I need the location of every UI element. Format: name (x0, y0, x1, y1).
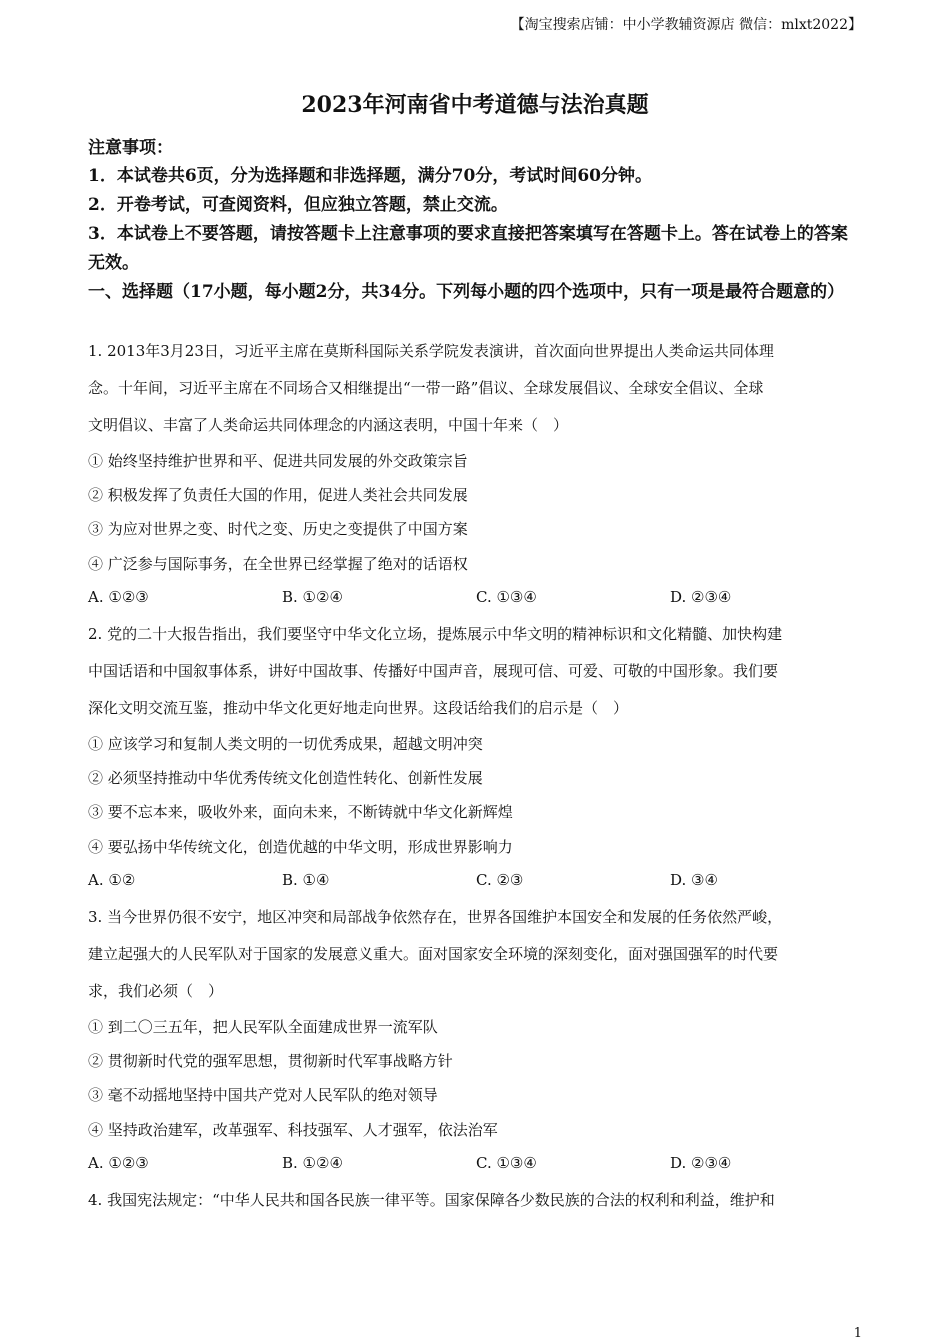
option-d[interactable]: D. ②③④ (670, 588, 732, 606)
option-c[interactable]: C. ①③④ (476, 588, 537, 606)
option-a[interactable]: A. ①② (88, 871, 136, 889)
question-1-line-2: 念。十年间，习近平主席在不同场合又相继提出“一带一路”倡议、全球发展倡议、全球安全倡议、全球 (88, 379, 764, 397)
question-3-statement-4: ④ 坚持政治建军，改革强军、科技强军、人才强军，依法治军 (88, 1121, 498, 1139)
question-3-statement-3: ③ 毫不动摇地坚持中国共产党对人民军队的绝对领导 (88, 1086, 438, 1104)
question-3-line-2: 建立起强大的人民军队对于国家的发展意义重大。面对国家安全环境的深刻变化，面对强国强军的时代要 (88, 945, 779, 963)
question-1-statement-2: ② 积极发挥了负责任大国的作用，促进人类社会共同发展 (88, 486, 468, 504)
question-2-line-2: 中国话语和中国叙事体系，讲好中国故事、传播好中国声音，展现可信、可爱、可敬的中国形象。我们要 (88, 662, 779, 680)
question-3-line-3: 求，我们必须（ ） (88, 982, 224, 1000)
question-1-line-3: 文明倡议、丰富了人类命运共同体理念的内涵这表明，中国十年来（ ） (88, 416, 569, 434)
section-heading: 一、选择题（17小题，每小题2分，共34分。下列每小题的四个选项中，只有一项是最符合题意的） (88, 282, 845, 302)
page-number: 1 (853, 1326, 862, 1341)
question-1-statement-1: ① 始终坚持维护世界和平、促进共同发展的外交政策宗旨 (88, 452, 468, 470)
option-d[interactable]: D. ③④ (670, 871, 718, 889)
question-2-statement-3: ③ 要不忘本来，吸收外来，面向未来，不断铸就中华文化新辉煌 (88, 803, 513, 821)
notice-heading: 注意事项： (88, 138, 173, 158)
notice-item-2: 2．开卷考试，可查阅资料，但应独立答题，禁止交流。 (88, 195, 508, 215)
option-d[interactable]: D. ②③④ (670, 1154, 732, 1172)
option-b[interactable]: B. ①②④ (282, 1154, 343, 1172)
option-a[interactable]: A. ①②③ (88, 1154, 149, 1172)
question-4-line-1: 4. 我国宪法规定：“中华人民共和国各民族一律平等。国家保障各少数民族的合法的权利和利益，维护和 (88, 1191, 775, 1209)
option-b[interactable]: B. ①②④ (282, 588, 343, 606)
question-1-statement-4: ④ 广泛参与国际事务，在全世界已经掌握了绝对的话语权 (88, 555, 468, 573)
option-c[interactable]: C. ②③ (476, 871, 524, 889)
header-note: 【淘宝搜索店铺：中小学教辅资源店 微信：mlxt2022】 (510, 17, 862, 33)
question-1-line-1: 1. 2013年3月23日，习近平主席在莫斯科国际关系学院发表演讲，首次面向世界提出人类命运共同体理 (88, 342, 774, 360)
notice-item-3: 3．本试卷上不要答题，请按答题卡上注意事项的要求直接把答案填写在答题卡上。答在试卷上的答案无效。 (88, 224, 848, 273)
question-3-statement-2: ② 贯彻新时代党的强军思想，贯彻新时代军事战略方针 (88, 1052, 453, 1070)
question-2-line-3: 深化文明交流互鉴，推动中华文化更好地走向世界。这段话给我们的启示是（ ） (88, 699, 629, 717)
question-2-line-1: 2. 党的二十大报告指出，我们要坚守中华文化立场，提炼展示中华文明的精神标识和文化精髓、加快构建 (88, 625, 783, 643)
question-3-statement-1: ① 到二〇三五年，把人民军队全面建成世界一流军队 (88, 1018, 438, 1036)
question-2-statement-1: ① 应该学习和复制人类文明的一切优秀成果，超越文明冲突 (88, 735, 483, 753)
question-2-statement-4: ④ 要弘扬中华传统文化，创造优越的中华文明，形成世界影响力 (88, 838, 513, 856)
question-3-line-1: 3. 当今世界仍很不安宁，地区冲突和局部战争依然存在，世界各国维护本国安全和发展的任务依然严峻， (88, 908, 783, 926)
notice-item-1: 1．本试卷共6页，分为选择题和非选择题，满分70分，考试时间60分钟。 (88, 166, 652, 186)
option-c[interactable]: C. ①③④ (476, 1154, 537, 1172)
option-b[interactable]: B. ①④ (282, 871, 330, 889)
question-2-statement-2: ② 必须坚持推动中华优秀传统文化创造性转化、创新性发展 (88, 769, 483, 787)
option-a[interactable]: A. ①②③ (88, 588, 149, 606)
page-title: 2023年河南省中考道德与法治真题 (301, 92, 649, 118)
question-1-statement-3: ③ 为应对世界之变、时代之变、历史之变提供了中国方案 (88, 520, 468, 538)
